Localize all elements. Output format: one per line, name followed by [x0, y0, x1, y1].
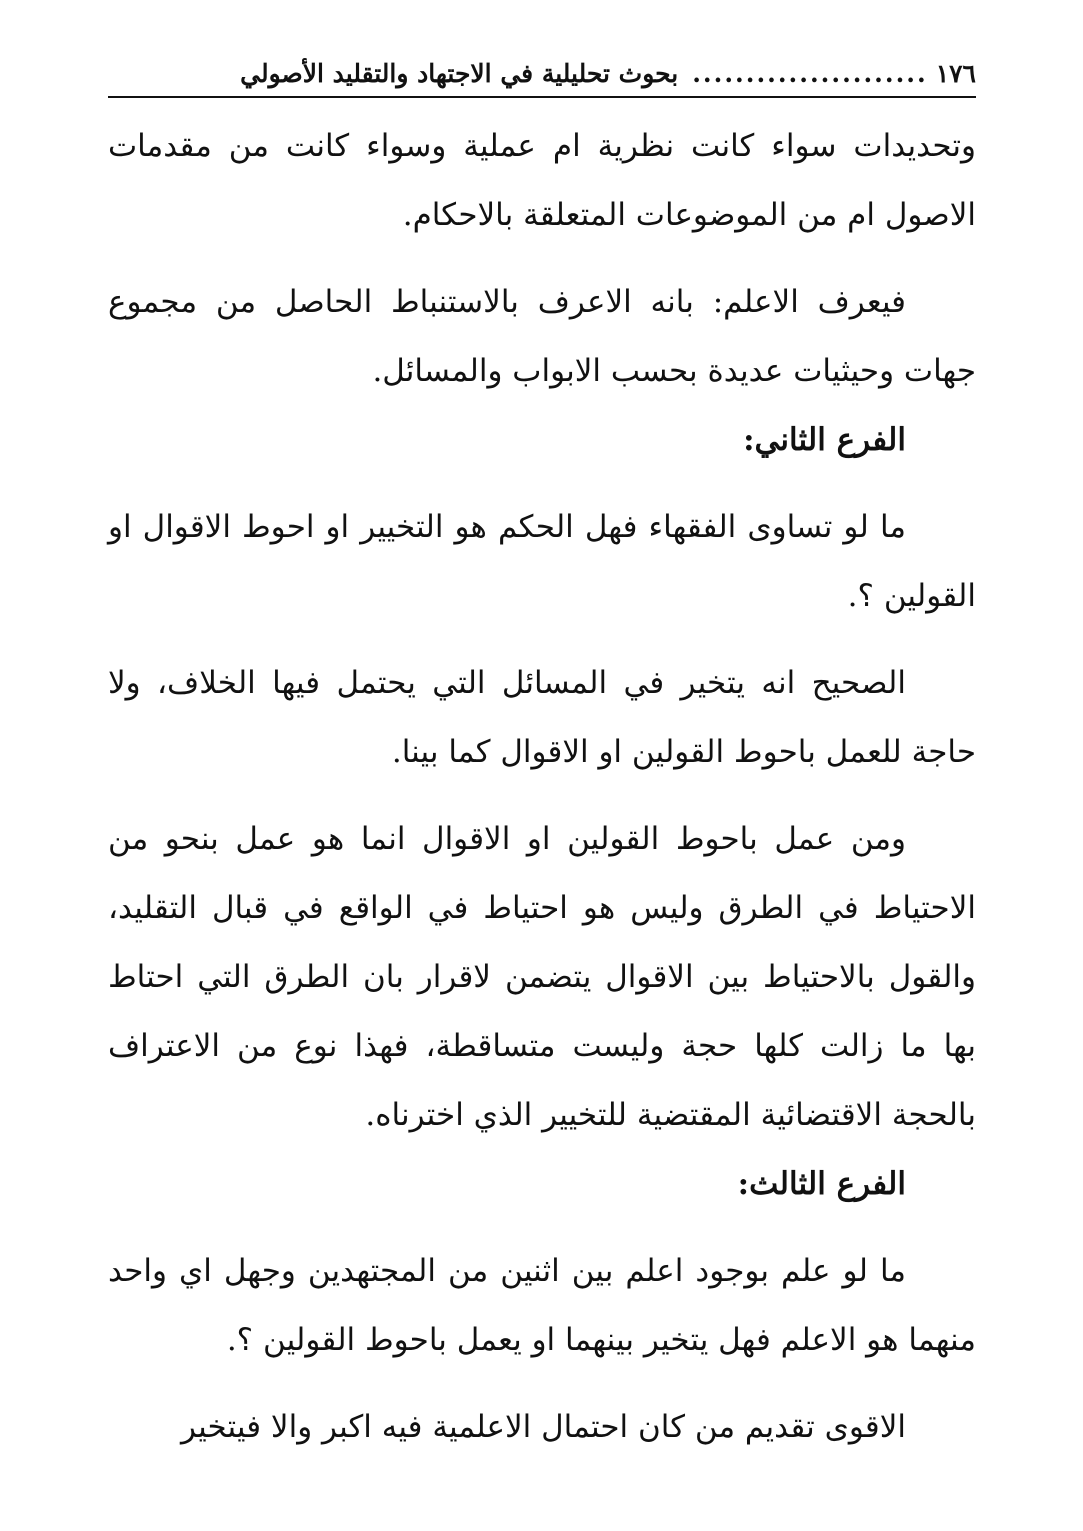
page-number: ١٧٦: [935, 59, 976, 88]
paragraph-definition: فيعرف الاعلم: بانه الاعرف بالاستنباط الحاصل من مجموع جهات وحيثيات عديدة بحسب الابواب والمسائل.: [108, 284, 976, 389]
paragraph-explanation: ومن عمل باحوط القولين او الاقوال انما هو عمل بنحو من الاحتياط في الطرق وليس هو احتياط في الواقع في قبال التقليد، والقول بالاحتياط بين الاقوال يتضمن لاقرار بان الطرق التي احتاط بها ما زالت كلها حجة وليست متساقطة، فهذا نوع من الاعتراف بالحجة الاقتضائية المقتضية للتخيير الذي اخترناه.: [108, 821, 976, 1133]
page-body: [108, 112, 976, 1462]
paragraph-question: ما لو علم بوجود اعلم بين اثنين من المجتهدين وجهل اي واحد منهما هو الاعلم فهل يتخير بينهما او يعمل باحوط القولين ؟.: [108, 1253, 976, 1358]
paragraph-answer: الاقوى تقديم من كان احتمال الاعلمية فيه اكبر والا فيتخير: [181, 1409, 906, 1445]
header-dot-leader: ......................: [692, 59, 928, 88]
section-heading-third-branch: الفرع الثالث:: [737, 1166, 906, 1202]
book-title: بحوث تحليلية في الاجتهاد والتقليد الأصولي: [240, 59, 679, 88]
paragraph-question: ما لو تساوى الفقهاء فهل الحكم هو التخيير او احوط الاقوال او القولين ؟.: [108, 509, 976, 614]
paragraph-answer: الصحيح انه يتخير في المسائل التي يحتمل فيها الخلاف، ولا حاجة للعمل باحوط القولين او الاقوال كما بينا.: [108, 665, 976, 770]
paragraph-continuation: وتحديدات سواء كانت نظرية ام عملية وسواء كانت من مقدمات الاصول ام من الموضوعات المتعلقة بالاحكام.: [108, 128, 976, 233]
section-heading-second-branch: الفرع الثاني:: [743, 422, 906, 458]
running-header: [108, 52, 976, 98]
